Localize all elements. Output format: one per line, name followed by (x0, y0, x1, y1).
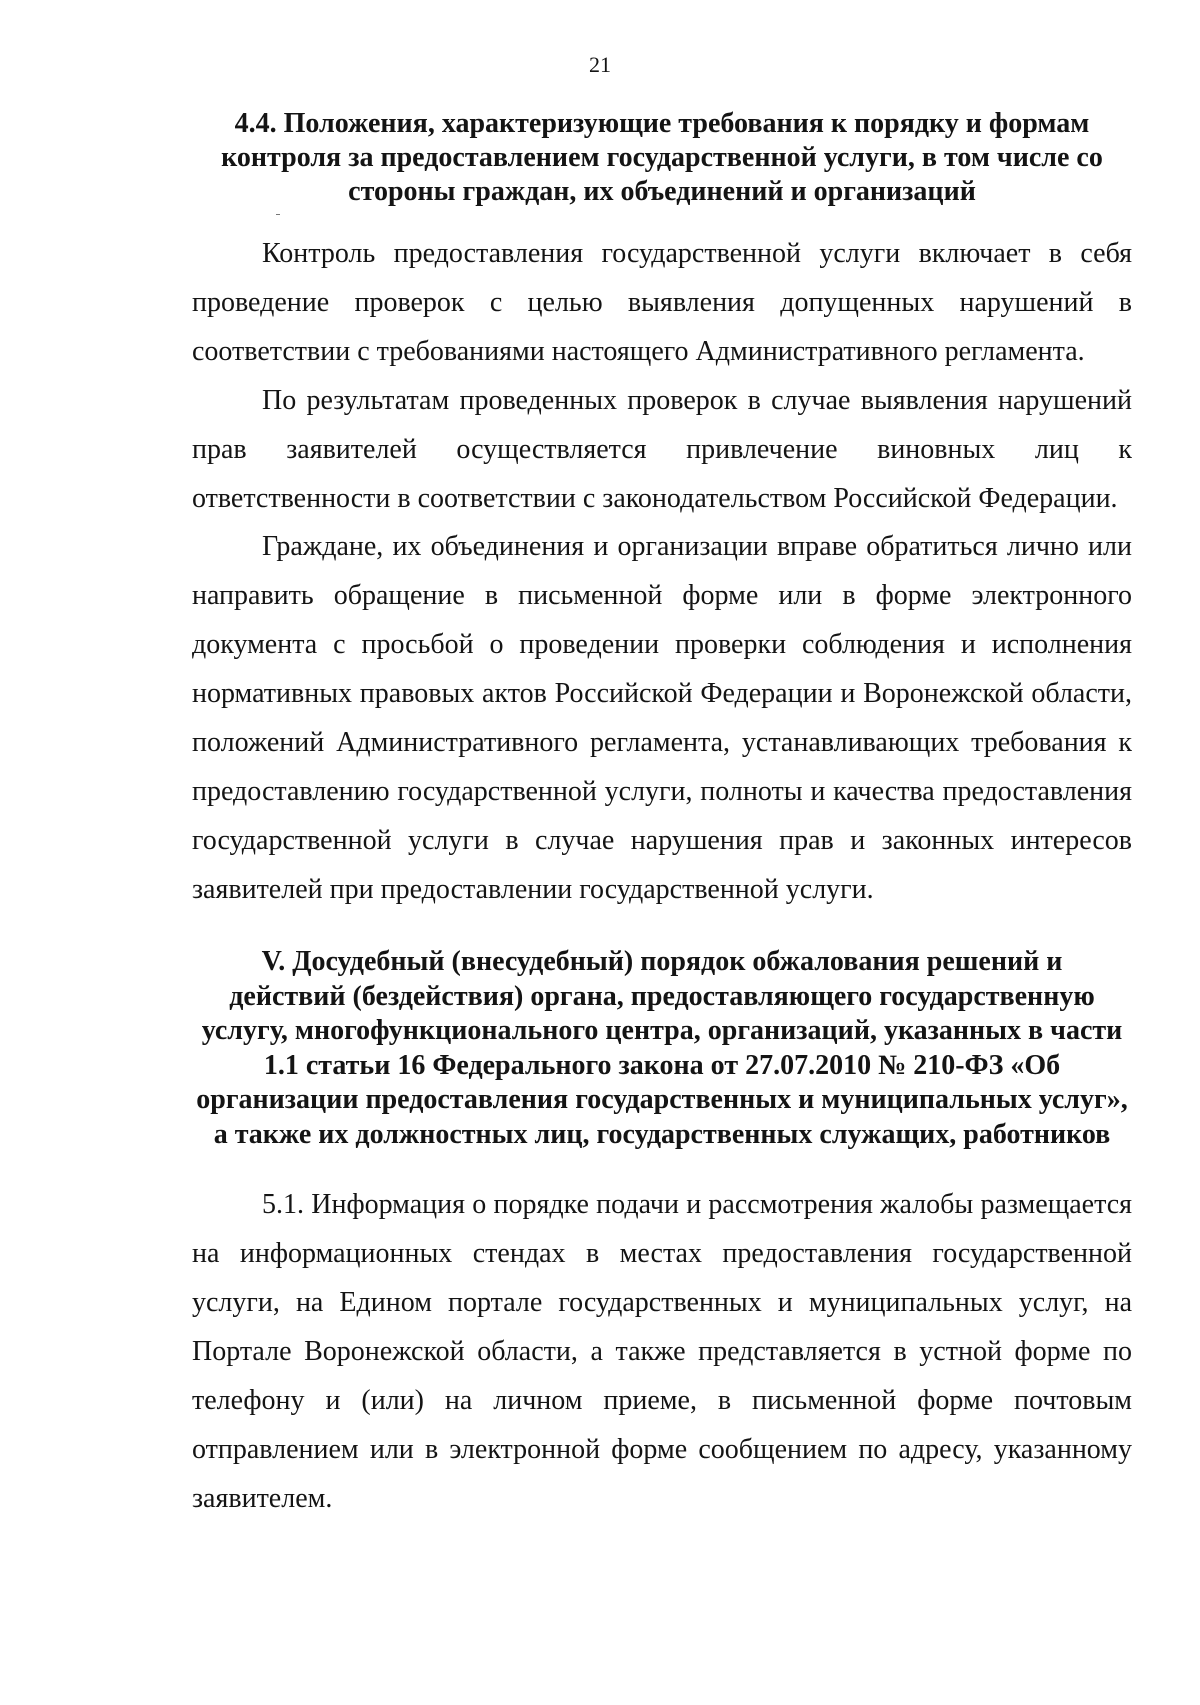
paragraph-citizens: Граждане, их объединения и организации вправе обратиться лично или направить обращение в письменной форме или в форме электронного документа с просьбой о проведении проверки соблюдения и исполнения нормативных правовых актов Российской Федерации и Воронежской области, положений Административного регламента, устанавливающих требования к предоставлению государственной услуги, полноты и качества предоставления государственной услуги в случае нарушения прав и законных интересов заявителей при предоставлении государственной услуги. (192, 531, 1132, 905)
heading-line: 1.1 статьи 16 Федерального закона от 27.07.2010 № 210-ФЗ «Об (263, 1049, 1061, 1081)
paragraph-5-1: 5.1. Информация о порядке подачи и рассмотрения жалобы размещается на информационных стендах в местах предоставления государственной услуги, на Едином портале государственных и муниципальных услуг, на Портале Воронежской области, а также представляется в устной форме по телефону и (или) на личном приеме, в письменной форме почтовым отправлением или в электронной форме сообщением по адресу, указанному заявителем. (192, 1189, 1132, 1514)
page-number: 21 (589, 52, 611, 77)
scan-mark (276, 214, 280, 215)
heading-line: организации предоставления государственных и муниципальных услуг», (196, 1084, 1128, 1115)
section-5-heading (192, 945, 1132, 1152)
heading-line: услугу, многофункционального центра, организаций, указанных в части (201, 1015, 1123, 1046)
heading-line: контроля за предоставлением государственной услуги, в том числе со (221, 142, 1103, 173)
heading-line: 4.4. Положения, характеризующие требования к порядку и формам (234, 108, 1090, 139)
heading-line: стороны граждан, их объединений и организаций (348, 176, 976, 207)
section-4-4-heading (192, 107, 1132, 209)
heading-line: V. Досудебный (внесудебный) порядок обжалования решений и (261, 946, 1063, 977)
heading-line: действий (бездействия) органа, предоставляющего государственную (229, 980, 1095, 1012)
paragraph-violations: По результатам проведенных проверок в случае выявления нарушений прав заявителей осуществляется привлечение виновных лиц к ответственности в соответствии с законодательством Российской Федерации. (192, 385, 1132, 514)
paragraph-control: Контроль предоставления государственной услуги включает в себя проведение проверок с целью выявления допущенных нарушений в соответствии с требованиями настоящего Административного регламента. (192, 238, 1132, 367)
heading-line: а также их должностных лиц, государственных служащих, работников (213, 1118, 1111, 1150)
